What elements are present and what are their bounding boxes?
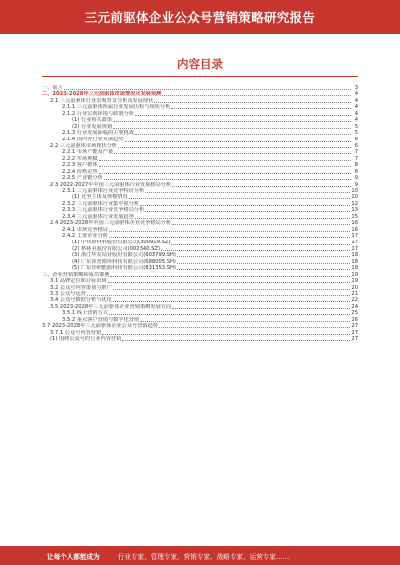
toc-dot-leader xyxy=(114,153,351,154)
toc-entry-title: 3.4 公众号数据分析与优化 xyxy=(50,297,112,304)
toc-entry-page: 4 xyxy=(354,117,358,124)
toc-entry-page: 10 xyxy=(351,194,358,201)
toc-entry-page: 4 xyxy=(354,104,358,111)
toc-dot-leader xyxy=(145,211,350,212)
toc-dot-leader xyxy=(109,314,350,315)
toc-entry-title: (2) 行业发展规划 xyxy=(72,123,113,130)
toc-entry-page: 27 xyxy=(351,323,358,330)
toc-entry-page: 15 xyxy=(351,213,358,220)
toc-dot-leader xyxy=(64,89,351,90)
toc-entry-title: (5) 广东佳纳能源科技有限公司(831353.SH) xyxy=(72,265,176,272)
toc-entry-page: 7 xyxy=(354,155,358,162)
toc-entry-page: 9 xyxy=(354,175,358,182)
toc-dot-leader xyxy=(87,295,351,296)
toc-dot-leader xyxy=(129,198,351,199)
toc-entry-page: 16 xyxy=(351,226,358,233)
toc-entry-title: 3.7.1 公众号内容营销 xyxy=(50,329,102,336)
toc-dot-leader xyxy=(113,301,351,302)
toc-entry-title: 2.2.5 产业链分析 xyxy=(62,175,103,182)
toc-dot-leader xyxy=(99,166,351,167)
toc-entry-title: (1) 竞争主体及规模情况 xyxy=(72,194,128,201)
footer-fields: 行业专家、管理专家、营销专家、战略专家、运营专家…… xyxy=(117,552,290,561)
toc-entry-page: 13 xyxy=(351,207,358,214)
toc-entry-title: 2.2.2 市场规模 xyxy=(62,155,98,162)
toc-dot-leader xyxy=(113,289,351,290)
toc-entry-title: (2) 格林美股份有限公司(002340.SZ) xyxy=(72,245,161,252)
toc-entry-title: 2.3.4 三元前驱体行业发展趋势 xyxy=(62,213,134,220)
toc-entry-title: (1) 围绕公众号的行业内容营销 xyxy=(50,336,122,343)
toc-dot-leader xyxy=(162,95,351,96)
toc-dot-leader xyxy=(108,282,351,283)
toc-entry-title: 2.1.2 行业宏观环境与政策分析 xyxy=(62,110,134,117)
toc-entry-title: 2.2.4 价格走势 xyxy=(62,168,98,175)
toc-entry-page: 18 xyxy=(351,265,358,272)
toc-entry-page: 17 xyxy=(351,239,358,246)
toc-entry-page: 24 xyxy=(351,303,358,310)
toc-entry-page: 19 xyxy=(351,271,358,278)
toc-dot-leader xyxy=(159,327,350,328)
toc-entry-title: 3.3 公众号运营 xyxy=(50,291,86,297)
toc-divider xyxy=(42,76,358,77)
toc-entry-title: 2.4 2023-2028年中国三元前驱体企业竞争格局分析 xyxy=(50,220,172,227)
toc-entry-page: 17 xyxy=(351,245,358,252)
toc-entry-title: 3.1 品牌定位和目标市场 xyxy=(50,278,107,285)
toc-dot-leader xyxy=(135,134,351,135)
toc-entry-title: 2.3.3 三元前驱体行业竞争格局分析 xyxy=(62,207,145,214)
toc-entry-page: 25 xyxy=(351,310,358,317)
toc-dot-leader xyxy=(113,128,351,129)
toc-entry-title: 2.1.3 行业发展面临的主要挑战 xyxy=(62,130,134,137)
toc-entry-page: 8 xyxy=(354,168,358,175)
toc-entry-title: (1) 中伟新材料股份有限公司(300919.SZ) xyxy=(72,239,171,246)
toc-entry-title: 2.2 三元前驱体市场现状分析 xyxy=(50,142,117,149)
toc-entry-title: 2.2.1 市场产能及产量 xyxy=(62,149,114,156)
report-title: 三元前驱体企业公众号营销策略研究报告 xyxy=(84,10,316,25)
toc-dot-leader xyxy=(145,192,350,193)
toc-dot-leader xyxy=(177,256,350,257)
toc-entry-page: 6 xyxy=(354,136,358,143)
table-of-contents xyxy=(42,85,358,343)
toc-entry-title: (4) 广东邦普循环科技有限公司(688005.SH) xyxy=(72,258,176,265)
toc-entry-page: 9 xyxy=(354,181,358,188)
toc-entry-page: 18 xyxy=(351,258,358,265)
toc-dot-leader xyxy=(177,269,350,270)
toc-entry-page: 5 xyxy=(354,130,358,137)
toc-title: 内容目录 xyxy=(177,57,223,71)
toc-dot-leader xyxy=(140,321,350,322)
toc-entry-page: 8 xyxy=(354,162,358,169)
toc-entry-page: 10 xyxy=(351,188,358,194)
toc-entry-title: 3.7 2023-2028年三元前驱体企业公众号营销趋势 xyxy=(42,323,158,330)
toc-entry-title: 3.5.2 重点客户营销与数字化营销 xyxy=(62,316,140,323)
toc-dot-leader xyxy=(113,121,351,122)
toc-dot-leader xyxy=(161,250,350,251)
toc-dot-leader xyxy=(99,160,351,161)
toc-entry-page: 7 xyxy=(354,149,358,156)
toc-dot-leader xyxy=(102,334,350,335)
toc-entry-page: 22 xyxy=(351,297,358,304)
toc-entry-page: 4 xyxy=(354,97,358,104)
toc-dot-leader xyxy=(172,186,351,187)
toc-dot-leader xyxy=(177,263,350,264)
toc-entry-title: 3.2 公众号内容策划与推广 xyxy=(50,284,112,291)
toc-entry-title: 2.4.2 主要企业分析 xyxy=(62,233,108,240)
toc-entry-page: 4 xyxy=(354,110,358,117)
toc-entry-title: 2.1.1 三元前驱体所属行业发展历程与现状分析 xyxy=(62,104,171,111)
toc-entry[interactable] xyxy=(42,336,358,342)
toc-entry-page: 26 xyxy=(351,316,358,323)
toc-entry-title: 2.2.3 客户群体 xyxy=(62,162,98,169)
toc-entry-title: (1) 行业相关政策 xyxy=(72,117,113,124)
toc-entry-page: 12 xyxy=(351,200,358,207)
toc-entry-page: 3 xyxy=(354,85,358,91)
toc-dot-leader xyxy=(135,218,350,219)
toc-entry-page: 27 xyxy=(351,336,358,343)
toc-entry-title: 3.5.1 线上营销方式 xyxy=(62,310,108,317)
toc-entry-page: 17 xyxy=(351,233,358,240)
toc-dot-leader xyxy=(171,244,350,245)
toc-dot-leader xyxy=(135,115,351,116)
toc-entry-title: 3.5 2023-2028年三元前驱体企业营销策略发展方向 xyxy=(50,303,172,310)
toc-dot-leader xyxy=(140,205,350,206)
footer-banner xyxy=(0,546,400,565)
toc-entry-page: 19 xyxy=(351,278,358,285)
toc-entry-page: 16 xyxy=(351,220,358,227)
toc-dot-leader xyxy=(172,224,350,225)
toc-dot-leader xyxy=(125,141,351,142)
toc-entry-title: 二、2023-2028年三元前驱体市场情况及发展预测 xyxy=(42,91,162,98)
toc-dot-leader xyxy=(104,179,351,180)
toc-dot-leader xyxy=(99,173,351,174)
toc-entry-page: 5 xyxy=(354,123,358,130)
toc-entry-page: 21 xyxy=(351,291,358,297)
toc-entry-title: 2.3 2022-2027年中国三元前驱体行业发展格局分析 xyxy=(50,181,172,188)
toc-entry-title: 2.3.2 三元前驱体行业集中度分析 xyxy=(62,200,140,207)
toc-dot-leader xyxy=(110,276,350,277)
toc-entry-title: 2.1 三元前驱体行业宏观背景分析及发展现状 xyxy=(50,97,154,104)
toc-dot-leader xyxy=(154,102,351,103)
toc-entry-page: 27 xyxy=(351,329,358,336)
toc-entry-title: 2.3.1 三元前驱体行业竞争特征分析 xyxy=(62,188,145,194)
toc-entry-page: 6 xyxy=(354,142,358,149)
toc-dot-leader xyxy=(122,340,350,341)
toc-dot-leader xyxy=(118,147,351,148)
toc-dot-leader xyxy=(172,308,350,309)
toc-dot-leader xyxy=(171,108,351,109)
toc-entry-title: (3) 浙江华友钴业股份有限公司(603799.SH) xyxy=(72,252,176,259)
toc-dot-leader xyxy=(109,237,350,238)
footer-slogan: 让每个人都能成为 xyxy=(47,552,100,561)
toc-entry-title: 一、前言 xyxy=(42,85,63,91)
toc-dot-leader xyxy=(109,231,350,232)
toc-entry-title: 2.1.4 国内外行业发展趋势 xyxy=(62,136,124,143)
toc-entry-page: 18 xyxy=(351,252,358,259)
toc-entry-title: 三、企业营销策略和成功案例 xyxy=(42,271,110,278)
toc-entry-page: 20 xyxy=(351,284,358,291)
toc-entry-title: 2.4.1 市场竞争格局 xyxy=(62,226,108,233)
report-header-banner xyxy=(0,0,400,34)
toc-entry-page: 4 xyxy=(354,91,358,98)
